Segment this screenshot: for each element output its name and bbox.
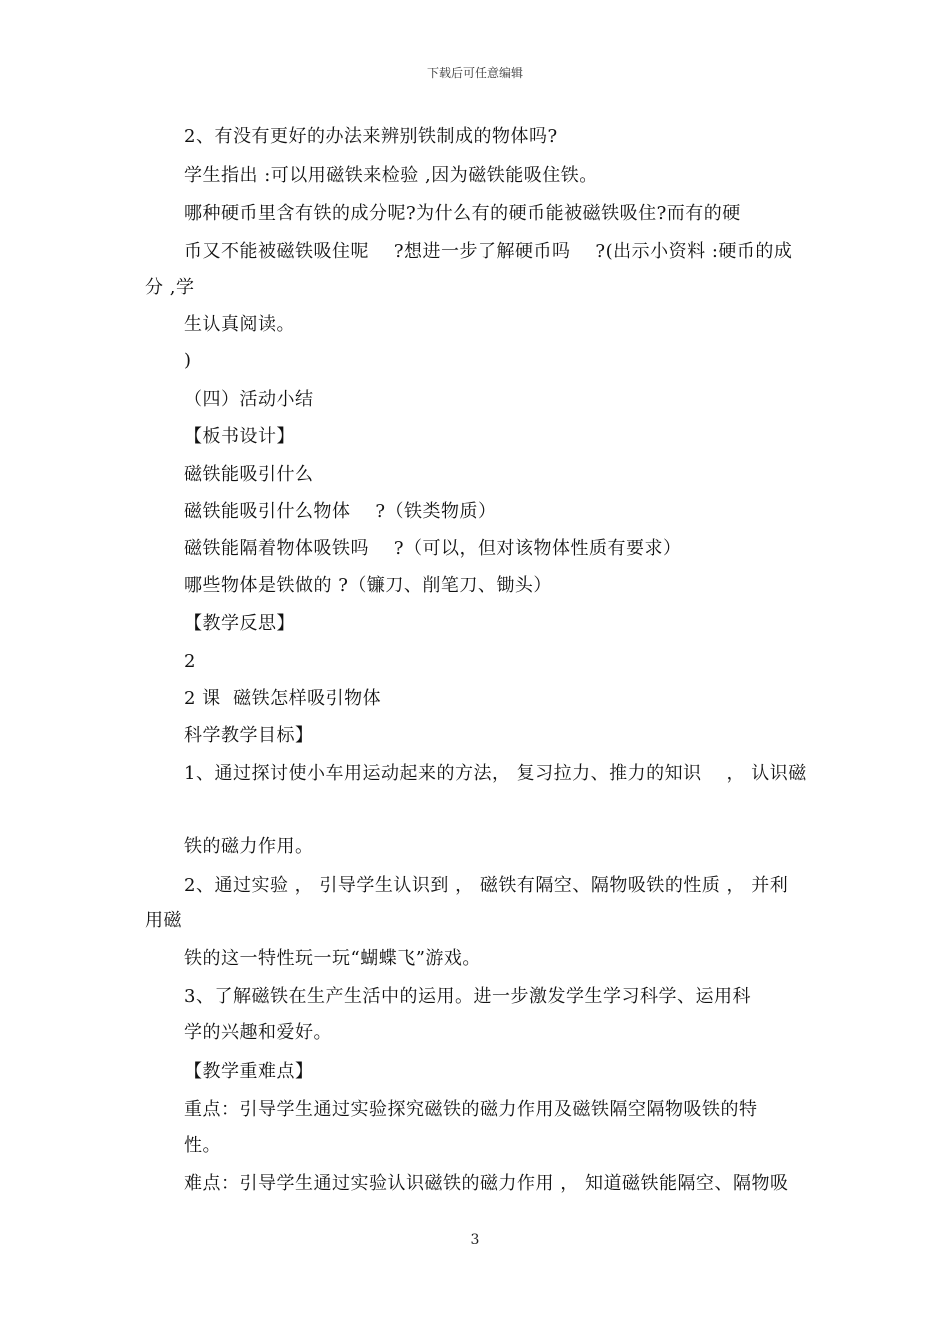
text-line: 哪种硬币里含有铁的成分呢?为什么有的硬币能被磁铁吸住?而有的硬 (184, 203, 741, 224)
text-line: 生认真阅读。 (184, 314, 295, 335)
section-heading: 科学教学目标】 (184, 725, 314, 746)
text-line: 3、了解磁铁在生产生活中的运用。进一步激发学生学习科学、运用科 (184, 986, 751, 1007)
section-heading: 【教学反思】 (184, 613, 295, 634)
text-line: 分 ,学 (145, 277, 195, 298)
section-heading: 【板书设计】 (184, 426, 295, 447)
text-line: 哪些物体是铁做的 ?（镰刀、削笔刀、锄头） (184, 575, 552, 596)
text-line: ) (184, 350, 192, 371)
text-line: 学生指出 :可以用磁铁来检验 ,因为磁铁能吸住铁。 (184, 165, 598, 186)
section-heading: 【教学重难点】 (184, 1061, 314, 1082)
section-heading: （四）活动小结 (184, 389, 314, 410)
text-line: 性。 (184, 1135, 221, 1156)
text-line: 磁铁能隔着物体吸铁吗 ?（可以，但对该物体性质有要求） (184, 538, 682, 559)
text-line: 难点：引导学生通过实验认识磁铁的磁力作用 ， 知道磁铁能隔空、隔物吸 (184, 1173, 789, 1194)
text-line: 2、有没有更好的办法来辨别铁制成的物体吗? (184, 126, 558, 147)
lesson-title: 2 课 磁铁怎样吸引物体 (184, 688, 382, 709)
text-line: 2 (184, 651, 196, 672)
text-line: 磁铁能吸引什么 (184, 464, 314, 485)
page-number: 3 (470, 1232, 480, 1248)
text-line: 1、通过探讨使小车用运动起来的方法， 复习拉力、推力的知识 ， 认识磁 (184, 763, 807, 784)
page-header: 下载后可任意编辑 (426, 66, 523, 80)
text-line: 重点：引导学生通过实验探究磁铁的磁力作用及磁铁隔空隔物吸铁的特 (184, 1099, 758, 1120)
text-line: 币又不能被磁铁吸住呢 ?想进一步了解硬币吗 ?(出示小资料 :硬币的成 (184, 241, 793, 262)
text-line: 磁铁能吸引什么物体 ?（铁类物质） (184, 501, 497, 522)
text-line: 2、通过实验 ， 引导学生认识到 ， 磁铁有隔空、隔物吸铁的性质 ， 并利 (184, 875, 789, 896)
text-line: 学的兴趣和爱好。 (184, 1022, 332, 1043)
text-line: 用磁 (145, 910, 182, 931)
text-line: 铁的磁力作用。 (184, 836, 314, 857)
text-line: 铁的这一特性玩一玩“蝴蝶飞”游戏。 (184, 948, 481, 969)
